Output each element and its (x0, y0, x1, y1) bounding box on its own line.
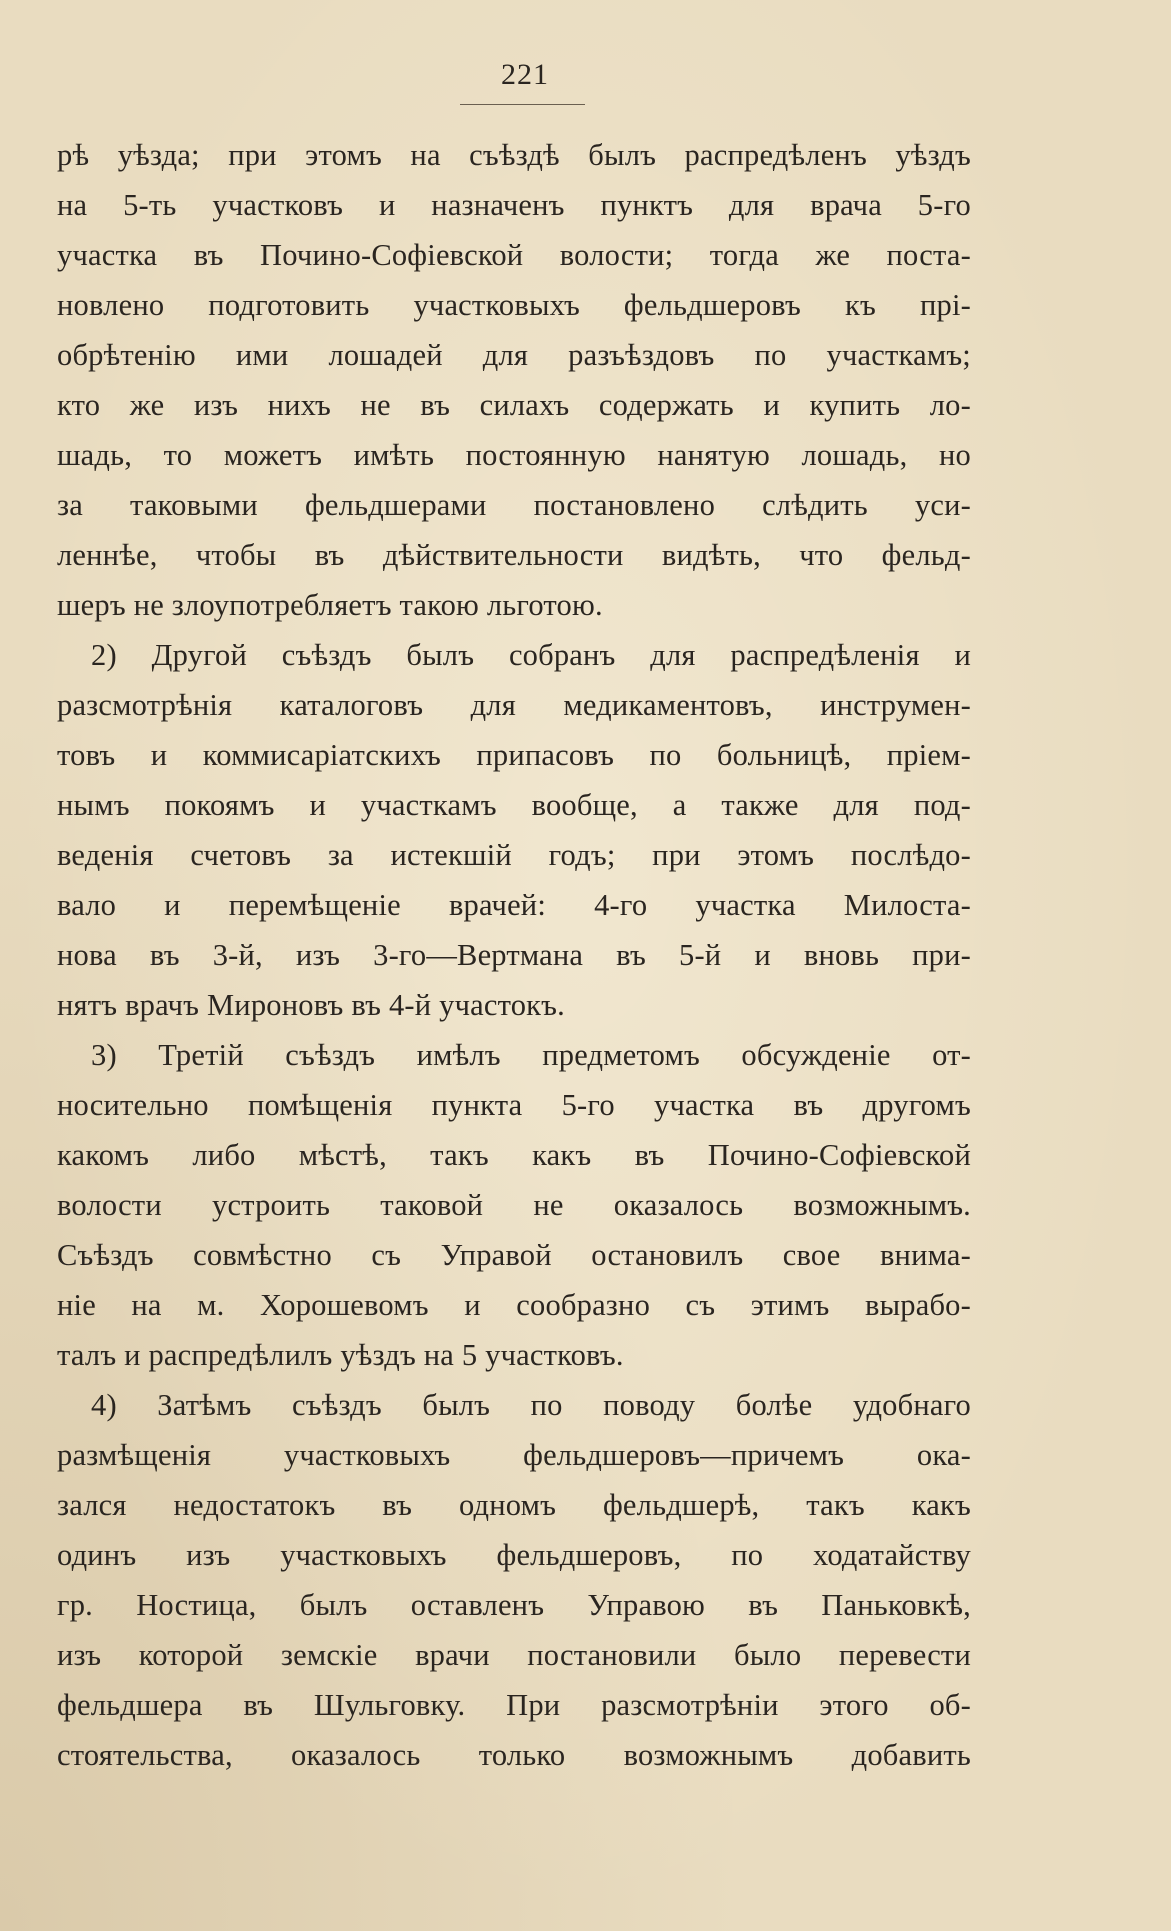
text-line: какомъ либо мѣстѣ, такъ какъ въ Почино-Софіевской (57, 1138, 971, 1172)
paragraph-last-line: нятъ врачъ Мироновъ въ 4-й участокъ. (57, 988, 565, 1022)
text-line: за таковыми фельдшерами постановлено слѣдить уси- (57, 488, 971, 522)
text-line: стоятельства, оказалось только возможнымъ добавить (57, 1738, 971, 1772)
text-line: разсмотрѣнія каталоговъ для медикаментовъ, инструмен- (57, 688, 971, 722)
page-number-rule (460, 104, 585, 105)
text-line: волости устроить таковой не оказалось возможнымъ. (57, 1188, 971, 1222)
paragraph-first-line: 2) Другой съѣздъ былъ собранъ для распредѣленія и (91, 638, 971, 672)
body-text (57, 130, 971, 1780)
text-line: гр. Ностица, былъ оставленъ Управою въ Паньковкѣ, (57, 1588, 971, 1622)
text-line: Съѣздъ совмѣстно съ Управой остановилъ свое внима- (57, 1238, 971, 1272)
paragraph-first-line: 3) Третій съѣздъ имѣлъ предметомъ обсужденіе от- (91, 1038, 971, 1072)
text-line: изъ которой земскіе врачи постановили было перевести (57, 1638, 971, 1672)
text-line: зался недостатокъ въ одномъ фельдшерѣ, такъ какъ (57, 1488, 971, 1522)
paragraph-last-line: шеръ не злоупотребляетъ такою льготою. (57, 588, 603, 622)
text-line: на 5-ть участковъ и назначенъ пунктъ для врача 5-го (57, 188, 971, 222)
text-line: носительно помѣщенія пункта 5-го участка въ другомъ (57, 1088, 971, 1122)
text-line: кто же изъ нихъ не въ силахъ содержать и купить ло- (57, 388, 971, 422)
text-line: фельдшера въ Шульговку. При разсмотрѣніи этого об- (57, 1688, 971, 1722)
text-line: обрѣтенію ими лошадей для разъѣздовъ по участкамъ; (57, 338, 971, 372)
text-line: леннѣе, чтобы въ дѣйствительности видѣть, что фельд- (57, 538, 971, 572)
paragraph-last-line: талъ и распредѣлилъ уѣздъ на 5 участковъ. (57, 1338, 624, 1372)
text-line: одинъ изъ участковыхъ фельдшеровъ, по ходатайству (57, 1538, 971, 1572)
text-line: новлено подготовить участковыхъ фельдшеровъ къ прі- (57, 288, 971, 322)
text-line: нова въ 3-й, изъ 3-го—Вертмана въ 5-й и вновь при- (57, 938, 971, 972)
text-line: веденія счетовъ за истекшій годъ; при этомъ послѣдо- (57, 838, 971, 872)
text-line: ніе на м. Хорошевомъ и сообразно съ этимъ вырабо- (57, 1288, 971, 1322)
text-line: вало и перемѣщеніе врачей: 4-го участка Милоста- (57, 888, 971, 922)
text-line: участка въ Почино-Софіевской волости; тогда же поста- (57, 238, 971, 272)
text-line: нымъ покоямъ и участкамъ вообще, а также для под- (57, 788, 971, 822)
page-number: 221 (501, 58, 549, 91)
text-line: шадь, то можетъ имѣть постоянную нанятую лошадь, но (57, 438, 971, 472)
text-line: размѣщенія участковыхъ фельдшеровъ—причемъ ока- (57, 1438, 971, 1472)
paragraph-first-line: 4) Затѣмъ съѣздъ былъ по поводу болѣе удобнаго (91, 1388, 971, 1422)
text-line: рѣ уѣзда; при этомъ на съѣздѣ былъ распредѣленъ уѣздъ (57, 138, 971, 172)
text-line: товъ и коммисаріатскихъ припасовъ по больницѣ, пріем- (57, 738, 971, 772)
